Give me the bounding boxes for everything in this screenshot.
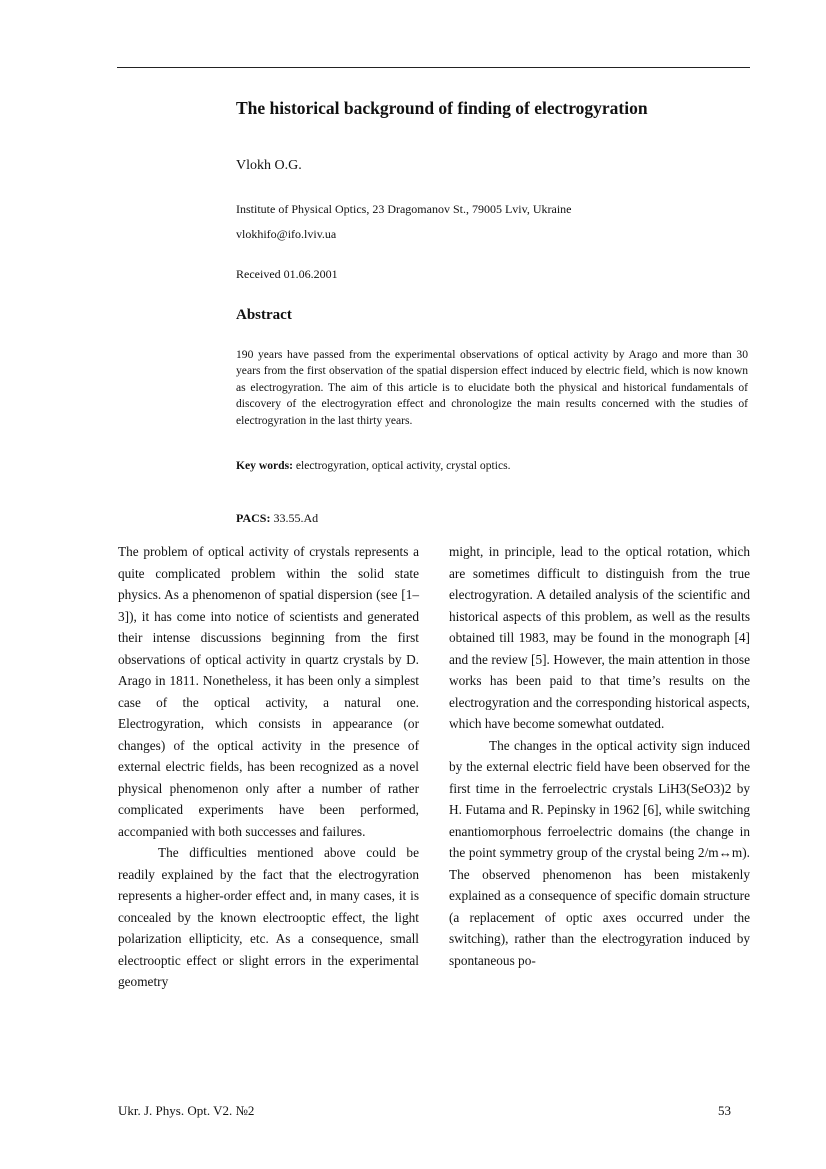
page-number: 53 [718,1103,731,1118]
keywords [236,459,511,472]
keywords-label: Key words: [236,459,293,472]
body-column-right [449,541,750,971]
paper-title: The historical background of finding of electrogyration [236,98,648,118]
author-email: vlokhifo@ifo.lviv.ua [236,227,337,241]
affiliation: Institute of Physical Optics, 23 Dragomanov St., 79005 Lviv, Ukraine [236,202,572,216]
journal-citation: Ukr. J. Phys. Opt. V2. №2 [118,1103,255,1118]
abstract-heading: Abstract [236,307,292,323]
abstract-text: 190 years have passed from the experimental observations of optical activity by Arago and more than 30 years from the first observation of the spatial dispersion effect induced by electric field, which is now known as electrogyration. The aim of this article is to elucidate both the physical and historical fundamentals of discovery of the electrogyration effect and chronologize the main results concerned with the studies of electrogyration in the last thirty years. [236,348,748,427]
pacs-text: 33.55.Ad [270,511,319,525]
body-paragraph: The difficulties mentioned above could be readily explained by the fact that the electrogyration represents a higher-order effect and, in many cases, it is concealed by the known electrooptic effect, the light polarization ellipticity, etc. As a consequence, small electrooptic effect or slight errors in the experimental geometry [118,845,419,989]
author-name: Vlokh O.G. [236,158,302,173]
pacs-label: PACS: [236,511,271,525]
keywords-text: electrogyration, optical activity, crystal optics. [293,459,511,472]
pacs [236,511,318,526]
body-paragraph: might, in principle, lead to the optical rotation, which are sometimes difficult to distinguish from the true electrogyration. A detailed analysis of the scientific and historical aspects of this problem, as well as the results obtained till 1983, may be found in the monograph [4] and the review [5]. However, the main attention in those works has been paid to that time’s results on the electrogyration and the corresponding historical aspects, which have become somewhat outdated. [449,544,750,731]
header-rule [117,67,750,68]
body-paragraph: The problem of optical activity of crystals represents a quite complicated problem within the solid state physics. As a phenomenon of spatial dispersion (see [1–3]), it has come into notice of scientists and generated their intense discussions beginning from the first observations of optical activity in quartz crystals by D. Arago in 1811. Nonetheless, it has been only a simplest case of the optical activity, a natural one. Electrogyration, which consists in appearance (or changes) of the optical activity in the presence of external electric fields, has been recognized as a novel physical phenomenon only after a number of rather complicated experiments have been performed, accompanied with both successes and failures. [118,544,419,839]
received-date: Received 01.06.2001 [236,267,338,281]
body-column-left [118,541,419,993]
body-paragraph: The changes in the optical activity sign induced by the external electric field have been observed for the first time in the ferroelectric crystals LiH3(SeO3)2 by H. Futama and R. Pepinsky in 1962 [6], while switching enantiomorphous ferroelectric domains (the change in the point symmetry group of the crystal being 2/m↔m). The observed phenomenon has been mistakenly explained as a consequence of specific domain structure (a replacement of optic axes occurred under the switching), rather than the electrogyration induced by spontaneous po- [449,737,750,968]
